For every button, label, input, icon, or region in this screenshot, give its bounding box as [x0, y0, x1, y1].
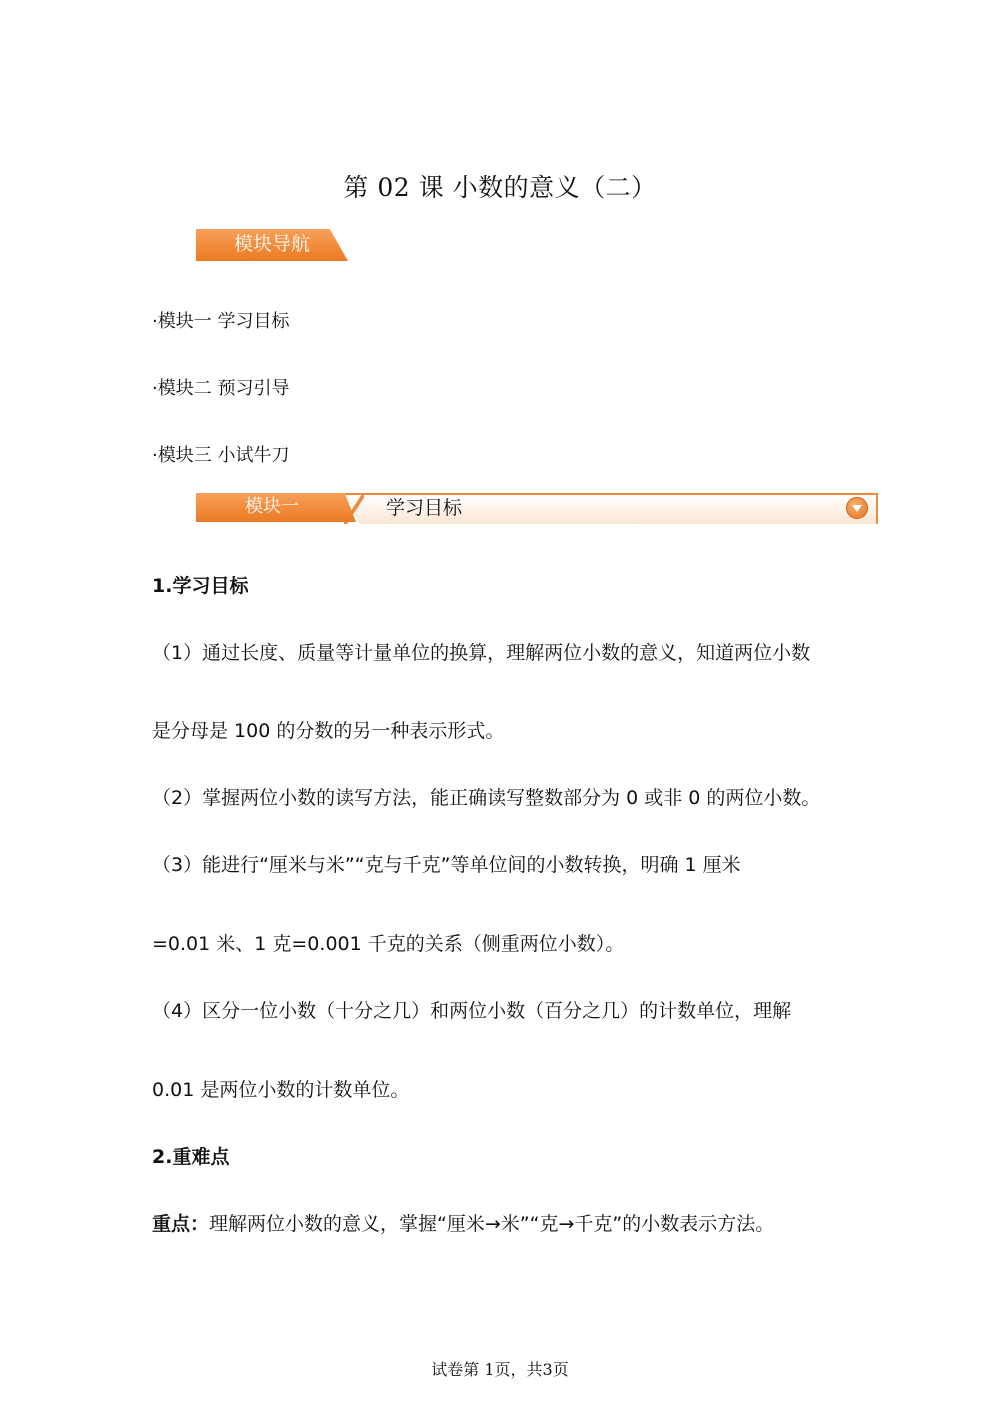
key-point-line: [152, 1209, 774, 1236]
page-title: 第 02 课 小数的意义（二）: [343, 173, 657, 202]
module-header-tab-label: 模块一: [245, 496, 299, 517]
nav-item-module-2: ·模块二 预习引导: [152, 378, 290, 399]
nav-item-module-1: ·模块一 学习目标: [152, 311, 290, 332]
goal-line-4: （3）能进行“厘米与米”“克与千克”等单位间的小数转换，明确 1 厘米: [152, 854, 741, 876]
section-heading-key-points: 2.重难点: [152, 1146, 230, 1168]
goal-line-7: 0.01 是两位小数的计数单位。: [152, 1079, 410, 1101]
section-heading-goals: 1.学习目标: [152, 575, 249, 597]
module-header-title: 学习目标: [386, 497, 463, 519]
goal-line-2: 是分母是 100 的分数的另一种表示形式。: [152, 720, 505, 742]
page-footer: 试卷第 1页，共3页: [431, 1360, 569, 1379]
nav-item-module-3: ·模块三 小试牛刀: [152, 445, 290, 466]
chevron-down-circle-icon: [846, 497, 868, 519]
goal-line-5: =0.01 米、1 克=0.001 千克的关系（侧重两位小数）。: [152, 933, 625, 955]
goal-line-3: （2）掌握两位小数的读写方法，能正确读写整数部分为 0 或非 0 的两位小数。: [152, 787, 821, 809]
key-point-label: 重点：: [152, 1213, 210, 1235]
key-point-text: 理解两位小数的意义，掌握“厘米→米”“克→千克”的小数表示方法。: [209, 1213, 775, 1235]
goal-line-6: （4）区分一位小数（十分之几）和两位小数（百分之几）的计数单位，理解: [152, 1000, 792, 1022]
module-nav-banner-label: 模块导航: [233, 233, 310, 255]
goal-line-1: （1）通过长度、质量等计量单位的换算，理解两位小数的意义，知道两位小数: [152, 642, 811, 664]
